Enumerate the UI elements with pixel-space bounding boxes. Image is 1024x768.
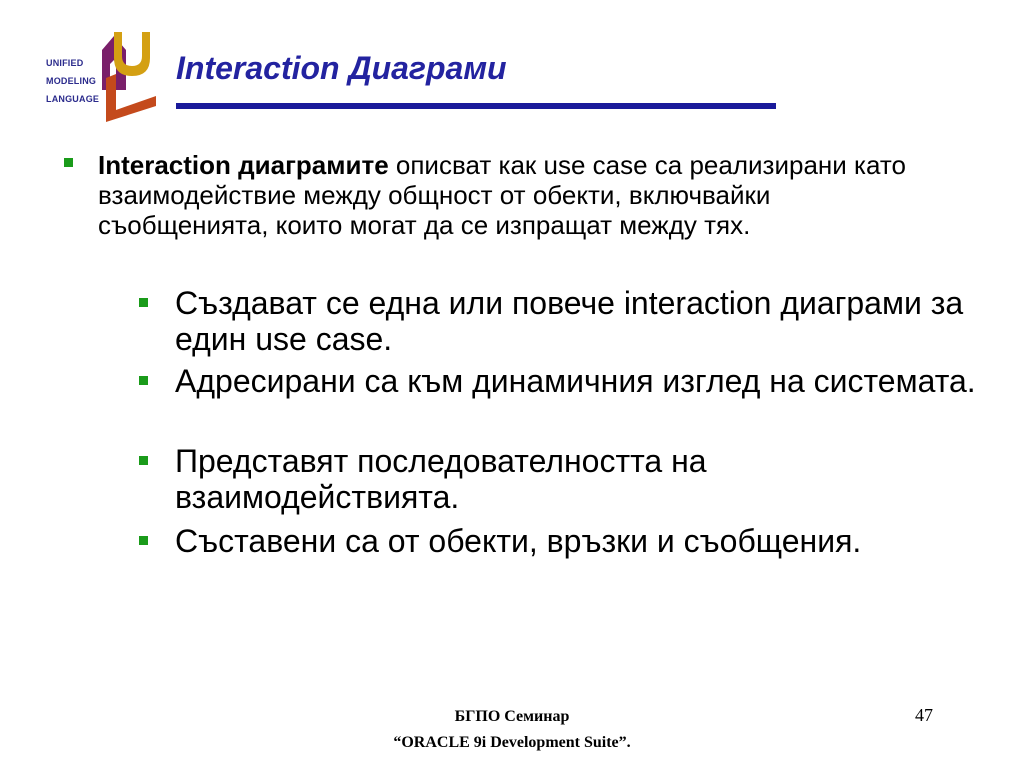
logo-text <box>46 54 106 108</box>
footer-line-2: “ORACLE 9i Development Suite”. <box>393 734 631 751</box>
lead-text: описват как use case са реализирани като взаимодействие между общност от обекти, включвайки съобщенията, които могат да се изпращат между тях. <box>98 150 906 240</box>
sub-bullet-text: Съставени са от обекти, връзки и съобщения. <box>175 523 862 559</box>
page-number: 47 <box>915 705 933 725</box>
logo-line-language: LANGUAGE <box>46 94 100 104</box>
lead-paragraph <box>98 150 918 240</box>
sub-bullet-text: Представят последователността на взаимодействията. <box>175 443 707 515</box>
sub-bullet-text: Създават се една или повече interaction диаграми за един use case. <box>175 285 964 357</box>
bullet-square-icon <box>139 456 148 465</box>
slide-title: Interaction Диаграми <box>176 50 507 86</box>
sub-bullet-text: Адресирани са към динамичния изглед на системата. <box>175 363 976 399</box>
bullet-square-icon <box>139 298 148 307</box>
lead-bold-text: Interaction диаграмите <box>98 150 389 180</box>
title-underline <box>176 103 776 109</box>
bullet-square-icon <box>139 376 148 385</box>
bullet-square-icon <box>139 536 148 545</box>
logo-line-modeling: MODELING <box>46 76 97 86</box>
logo-line-unified: UNIFIED <box>46 58 84 68</box>
footer-line-1: БГПО Семинар <box>454 708 570 725</box>
bullet-square-icon <box>64 158 73 167</box>
